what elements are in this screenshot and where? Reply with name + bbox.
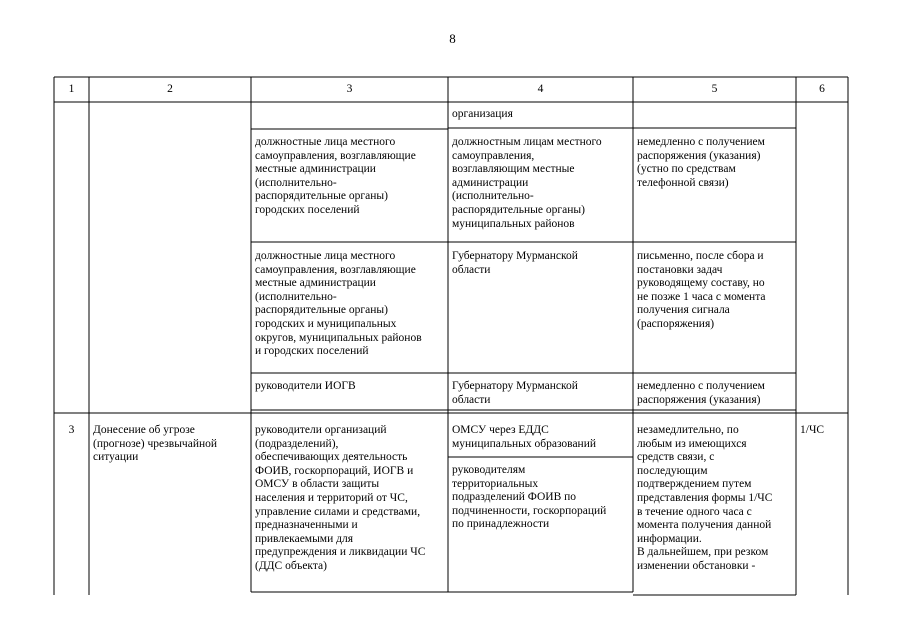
table-cell: письменно, после сбора и постановки задач руководящему составу, но не позже 1 часа с момента получения сигнала (распоряжения) xyxy=(637,250,766,330)
header-col-6: 6 xyxy=(819,83,825,95)
table-cell: ОМСУ через ЕДДС муниципальных образований xyxy=(452,424,597,450)
table-cell: руководители ИОГВ xyxy=(255,380,356,392)
header-col-2: 2 xyxy=(167,83,173,95)
form-code: 1/ЧС xyxy=(800,424,825,436)
table-cell: незамедлительно, по любым из имеющихся средств связи, с последующим подтверждением путем представления формы 1/ЧС в течение одного часа с момента получения данной информации. В дальнейшем, при резком изменении обстановки - xyxy=(637,424,773,572)
header-col-5: 5 xyxy=(711,83,718,95)
table-cell: должностные лица местного самоуправления, возглавляющие местные администрации (исполнительно- распорядительные органы) городских поселений xyxy=(255,136,416,216)
header-col-3: 3 xyxy=(346,83,353,95)
table-cell: организация xyxy=(452,108,513,120)
table-cell: должностные лица местного самоуправления, возглавляющие местные администрации (исполнительно- распорядительные органы) городских и муниципальных округов, муниципальных районов и городских поселений xyxy=(255,250,422,358)
table-cell: Губернатору Мурманской области xyxy=(452,250,578,276)
header-col-1: 1 xyxy=(68,83,75,95)
table-cell: руководителям территориальных подразделений ФОИВ по подчиненности, госкорпораций по принадлежности xyxy=(452,464,607,531)
row-number: 3 xyxy=(68,424,75,436)
table-cell: Донесение об угрозе (прогнозе) чрезвычайной ситуации xyxy=(93,424,218,464)
table-cell: немедленно с получением распоряжения (указания) xyxy=(637,380,765,406)
table-cell: немедленно с получением распоряжения (указания) (устно по средствам телефонной связи) xyxy=(637,136,765,189)
table-cell: Губернатору Мурманской области xyxy=(452,380,578,406)
page-number: 8 xyxy=(449,31,456,46)
table-cell: руководители организаций (подразделений), обеспечивающих деятельность ФОИВ, госкорпораций, ИОГВ и ОМСУ в области защиты населения и территорий от ЧС, управление силами и средствами, предназначенными и привлекаемыми для предупреждения и ликвидации ЧС (ДДС объекта) xyxy=(255,424,426,572)
table-cell: должностным лицам местного самоуправления, возглавляющим местные администрации (исполнительно- распорядительные органы) муниципальных районов xyxy=(452,136,602,230)
header-col-4: 4 xyxy=(537,83,544,95)
